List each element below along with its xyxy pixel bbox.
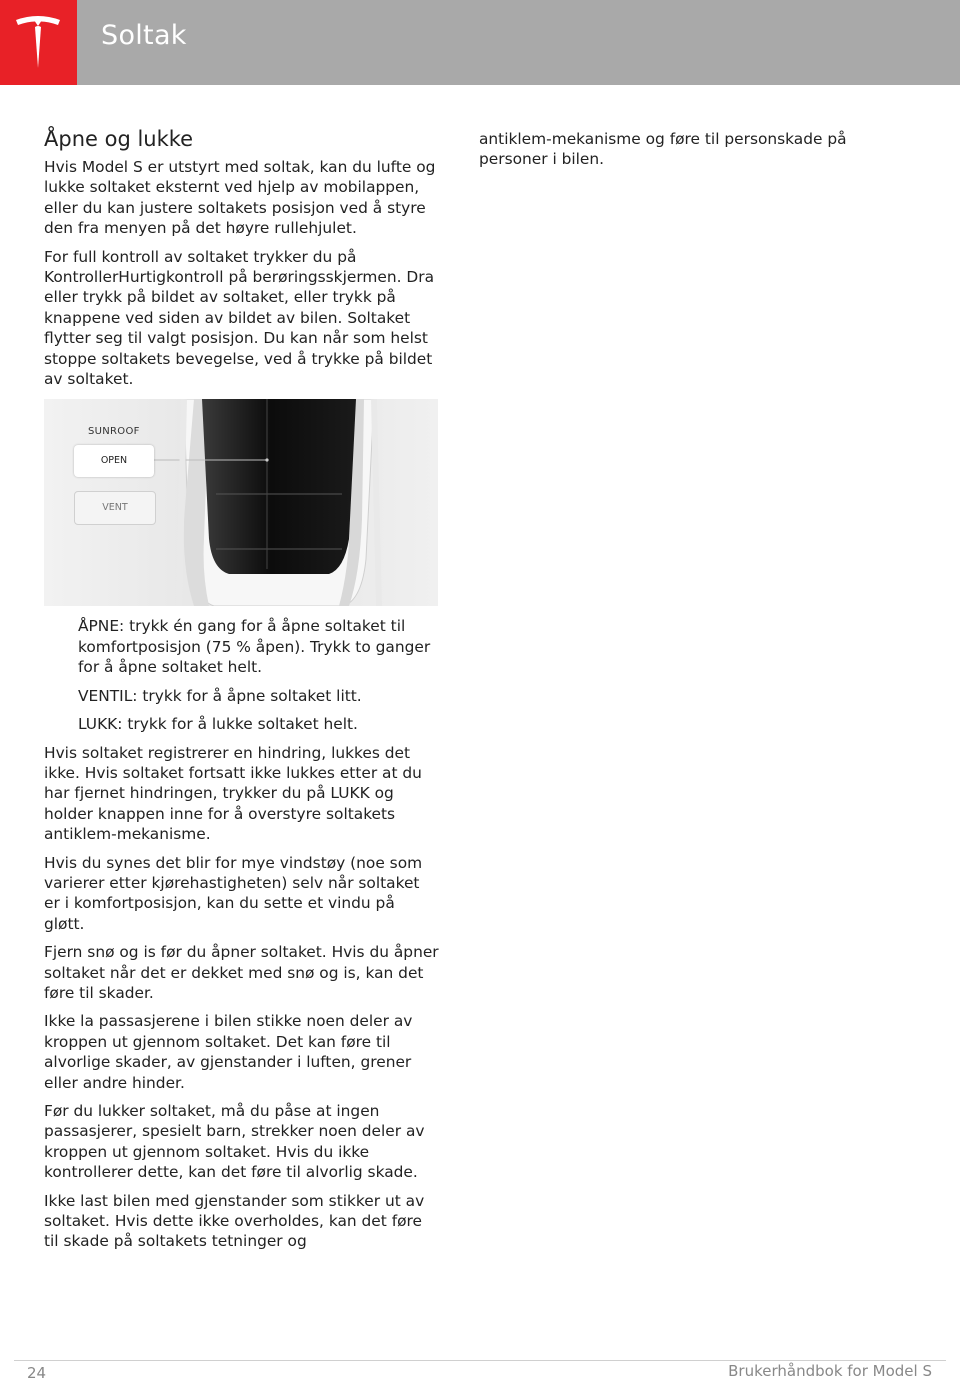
tesla-logo-icon bbox=[14, 14, 62, 70]
paragraph-intro: Hvis Model S er utstyrt med soltak, kan du lufte og lukke soltaket eksternt ved hjelp av mobilappen, eller du kan justere soltakets posisjon ved å styre den fra menyen på det høyre rullehjulet. bbox=[44, 158, 436, 238]
paragraph-full-control: For full kontroll av soltaket trykker du på KontrollerHurtigkontroll på berøringsskjermen. Dra eller trykk på bildet av soltaket, eller trykk på knappene ved siden av bildet av bilen. Soltaket flytter seg til valgt posisjon. Du kan når som helst stoppe soltakets bevegelse, ved å trykke på bildet av soltaket. bbox=[44, 247, 435, 389]
vent-button[interactable]: VENT bbox=[74, 491, 156, 525]
item-close-label: LUKK bbox=[78, 715, 118, 734]
paragraph-continued: antiklem-mekanisme og føre til personskade på personer i bilen. bbox=[479, 130, 847, 169]
footer-divider bbox=[14, 1360, 946, 1361]
paragraph-passengers: Ikke la passasjerene i bilen stikke noen deler av kroppen ut gjennom soltaket. Det kan føre til alvorlige skader, av gjenstander i luften, grener eller andre hinder. bbox=[44, 1012, 413, 1092]
right-column bbox=[479, 129, 879, 178]
close-control-name: LUKK bbox=[330, 784, 370, 803]
paragraph-snow-ice: Fjern snø og is før du åpner soltaket. Hvis du åpner soltaket når det er dekket med snø og is, kan det føre til skader. bbox=[44, 943, 439, 1002]
logo-box bbox=[0, 0, 77, 85]
page-title: Soltak bbox=[101, 20, 187, 51]
item-close: LUKK: trykk for å lukke soltaket helt. bbox=[78, 715, 358, 734]
footer-manual-title: Brukerhåndbok for Model S bbox=[728, 1362, 932, 1380]
page-header bbox=[0, 0, 960, 85]
touch-control-name: KontrollerHurtigkontroll bbox=[44, 268, 224, 287]
left-column bbox=[44, 127, 440, 1260]
paragraph-wind-noise: Hvis du synes det blir for mye vindstøy (noe som varierer etter kjørehastigheten) selv når soltaket er i komfortposisjon, kan du sette et vindu på gløtt. bbox=[44, 853, 423, 933]
section-heading: Åpne og lukke bbox=[44, 127, 194, 151]
paragraph-before-closing: Før du lukker soltaket, må du påse at ingen passasjerer, spesielt barn, strekker noen deler av kroppen ut gjennom soltaket. Hvis du ikke kontrollerer dette, kan det føre til alvorlig skade. bbox=[44, 1102, 425, 1182]
item-vent: VENTIL: trykk for å åpne soltaket litt. bbox=[78, 686, 362, 705]
item-open-label: ÅPNE bbox=[78, 617, 120, 636]
paragraph-obstruction: Hvis soltaket registrerer en hindring, lukkes det ikke. Hvis soltaket fortsatt ikke lukkes etter at du har fjernet hindringen, trykker du på LUKK og holder knappen inne for å overstyre soltakets antiklem-mekanisme. bbox=[44, 743, 422, 844]
page-number: 24 bbox=[27, 1364, 47, 1382]
item-vent-label: VENTIL bbox=[78, 686, 133, 705]
open-button[interactable]: OPEN bbox=[74, 445, 154, 477]
sunroof-figure bbox=[44, 399, 438, 606]
sunroof-label: SUNROOF bbox=[88, 426, 140, 438]
item-open: ÅPNE: trykk én gang for å åpne soltaket til komfortposisjon (75 % åpen). Trykk to ganger for å åpne soltaket helt. bbox=[78, 617, 431, 677]
paragraph-cargo: Ikke last bilen med gjenstander som stikker ut av soltaket. Hvis dette ikke overholdes, kan det føre til skade på soltakets tetninger og bbox=[44, 1191, 425, 1251]
